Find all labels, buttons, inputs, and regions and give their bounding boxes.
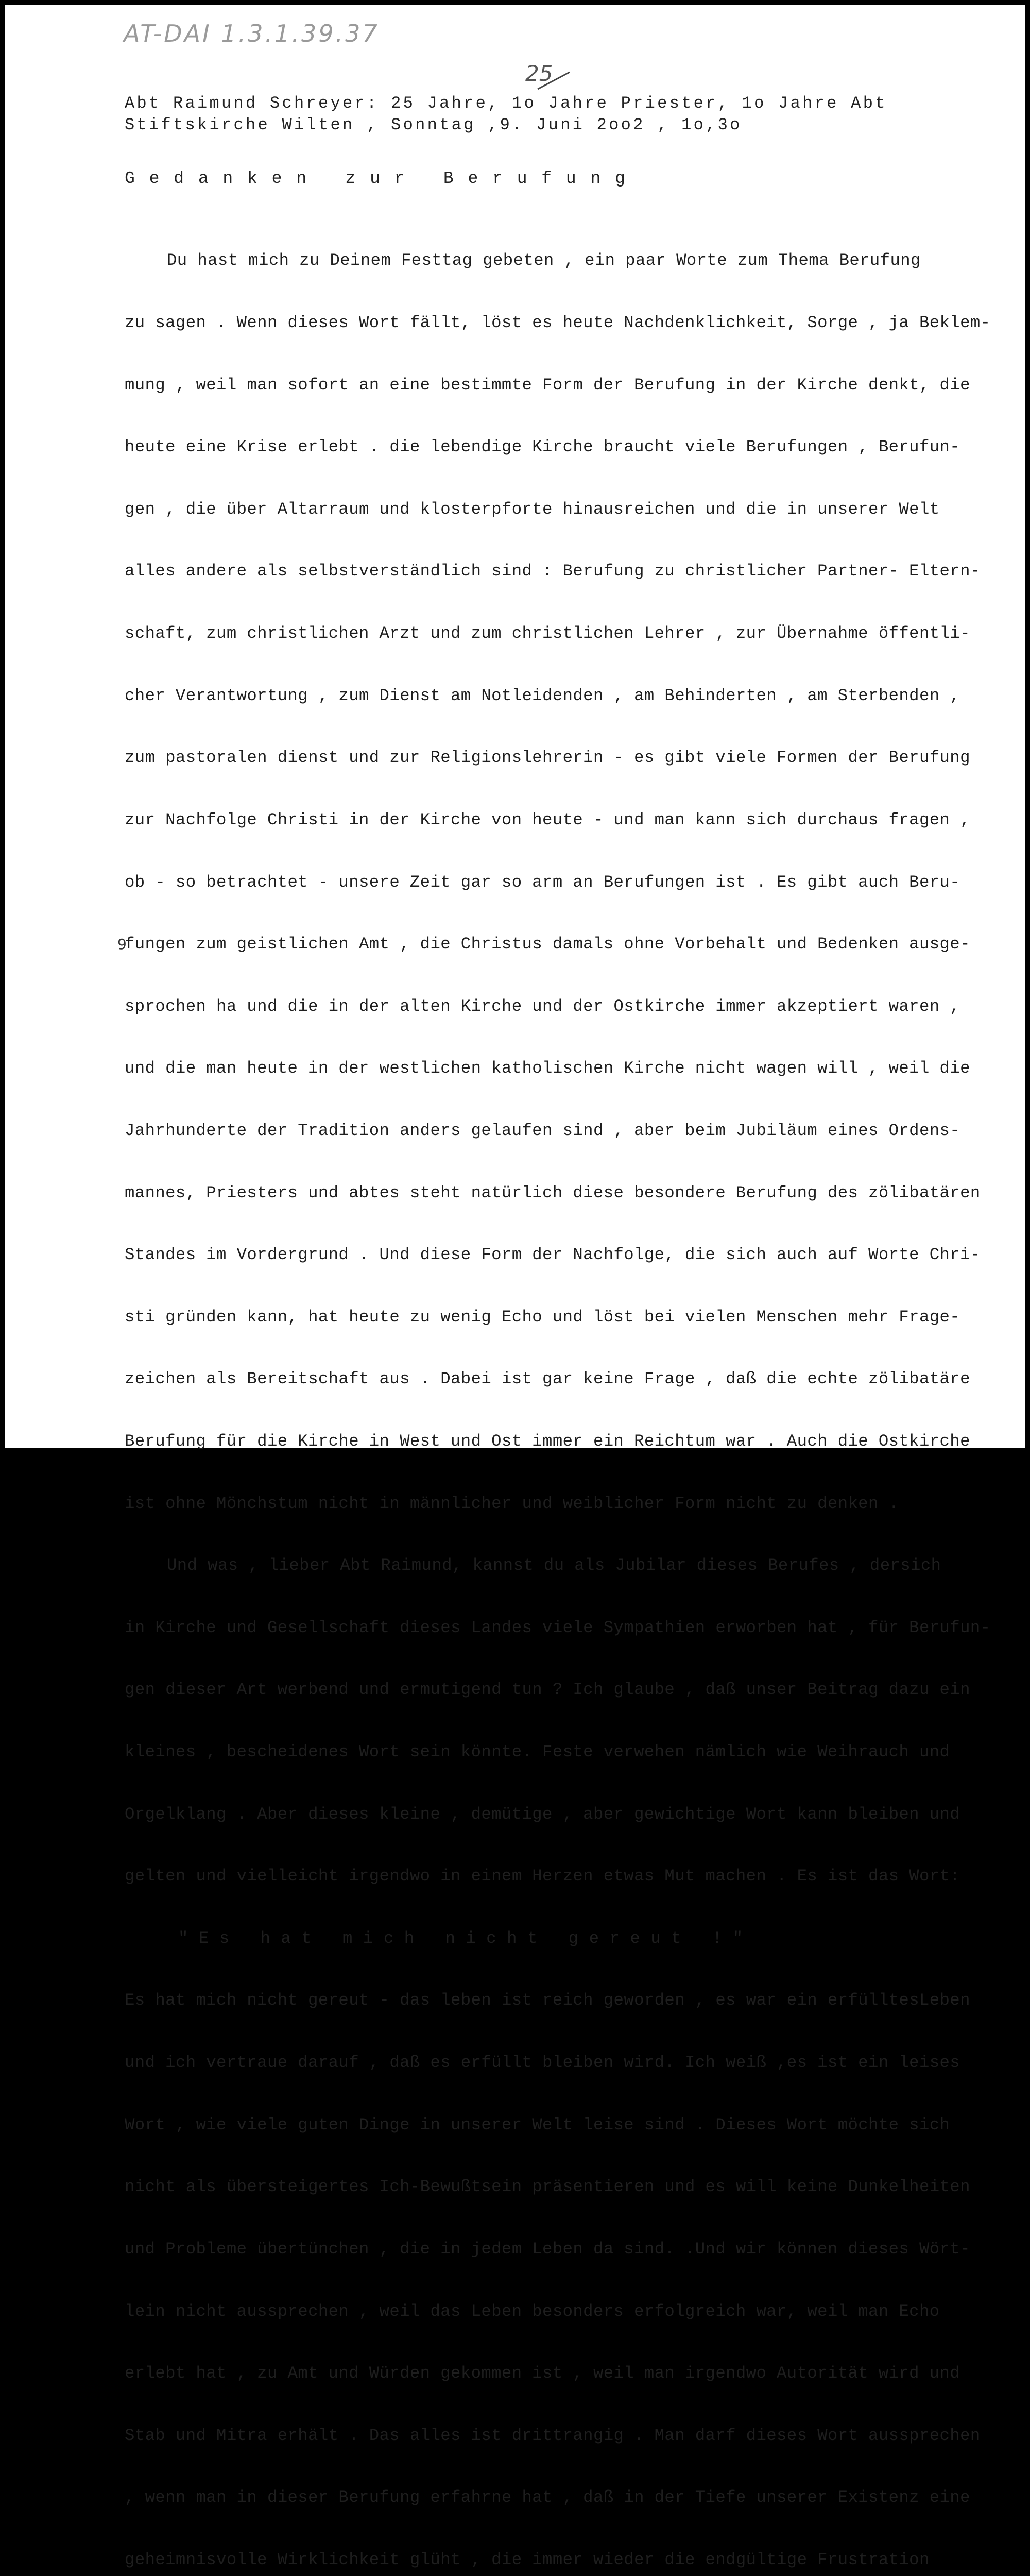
- text-line: Orgelklang . Aber dieses kleine , demütige , aber gewichtige Wort kann bleiben und: [125, 1804, 960, 1824]
- text-line: Und was , lieber Abt Raimund, kannst du als Jubilar dieses Berufes , dersich: [167, 1556, 941, 1575]
- text-line: heute eine Krise erlebt . die lebendige Kirche braucht viele Berufungen , Berufun-: [125, 437, 960, 457]
- text-line: alles andere als selbstverständlich sind : Berufung zu christlicher Partner- Eltern-: [125, 562, 981, 581]
- text-line: Jahrhunderte der Tradition anders gelaufen sind , aber beim Jubiläum eines Ordens-: [125, 1121, 960, 1140]
- text-line: schaft, zum christlichen Arzt und zum christlichen Lehrer , zur Übernahme öffentli-: [125, 624, 970, 643]
- text-line: fungen zum geistlichen Amt , die Christus damals ohne Vorbehalt und Bedenken ausge-: [125, 935, 970, 954]
- text-line: zum pastoralen dienst und zur Religionslehrerin - es gibt viele Formen der Berufung: [125, 748, 970, 768]
- text-line: zur Nachfolge Christi in der Kirche von heute - und man kann sich durchaus fragen ,: [125, 810, 970, 829]
- text-line: gen dieser Art werbend und ermutigend tun ? Ich glaube , daß unser Beitrag dazu ein: [125, 1680, 970, 1700]
- text-line: nicht als übersteigertes Ich-Bewußtsein präsentieren und es will keine Dunkelheiten: [125, 2177, 970, 2197]
- text-line: Du hast mich zu Deinem Festtag gebeten , ein paar Worte zum Thema Berufung: [167, 251, 921, 270]
- text-line: zeichen als Bereitschaft aus . Dabei ist gar keine Frage , daß die echte zölibatäre: [125, 1369, 970, 1389]
- text-line: Stab und Mitra erhält . Das alles ist drittrangig . Man darf dieses Wort aussprechen: [125, 2426, 981, 2445]
- text-line: mung , weil man sofort an eine bestimmte Form der Berufung in der Kirche denkt, die: [125, 375, 970, 395]
- text-line: mannes, Priesters und abtes steht natürlich diese besondere Berufung des zölibatären: [125, 1183, 981, 1202]
- text-line: und die man heute in der westlichen katholischen Kirche nicht wagen will , weil die: [125, 1059, 970, 1078]
- text-line: sti gründen kann, hat heute zu wenig Echo und löst bei vielen Menschen mehr Frage-: [125, 1307, 960, 1327]
- document-body: [125, 209, 1021, 2576]
- document-title: G e d a n k e n z u r B e r u f u n g: [125, 169, 627, 188]
- text-line: kleines , bescheidenes Wort sein könnte. Feste verwehen nämlich wie Weihrauch und: [125, 1742, 950, 1762]
- text-line: Berufung für die Kirche in West und Ost immer ein Reichtum war . Auch die Ostkirche: [125, 1431, 970, 1451]
- text-line: cher Verantwortung , zum Dienst am Notleidenden , am Behinderten , am Sterbenden ,: [125, 686, 960, 705]
- text-line: ist ohne Mönchstum nicht in männlicher und weiblicher Form nicht zu denken .: [125, 1494, 899, 1513]
- header-line-1: Abt Raimund Schreyer: 25 Jahre, 1o Jahre Priester, 1o Jahre Abt: [125, 94, 887, 113]
- text-line: ob - so betrachtet - unsere Zeit gar so arm an Berufungen ist . Es gibt auch Beru-: [125, 872, 960, 892]
- text-line: zu sagen . Wenn dieses Wort fällt, löst es heute Nachdenklichkeit, Sorge , ja Beklem-: [125, 313, 991, 333]
- text-line: und Probleme übertünchen , die in jedem Leben da sind. .Und wir können dieses Wört-: [125, 2239, 970, 2259]
- text-line: in Kirche und Gesellschaft dieses Landes viele Sympathien erworben hat , für Berufun-: [125, 1618, 991, 1637]
- text-line: , wenn man in dieser Berufung erfahrne hat , daß in der Tiefe unserer Existenz eine: [125, 2488, 970, 2507]
- document-page: [5, 5, 1025, 2569]
- quote-line: "Es hat mich nicht gereut !": [178, 1928, 753, 1948]
- text-line: Es hat mich nicht gereut - das leben ist reich geworden , es war ein erfülltesLeben: [125, 1991, 970, 2010]
- handwritten-correction: 25: [525, 61, 553, 86]
- text-line: Standes im Vordergrund . Und diese Form der Nachfolge, die sich auch auf Worte Chri-: [125, 1245, 981, 1265]
- margin-mark: 9: [117, 936, 127, 953]
- text-line: und ich vertraue darauf , daß es erfüllt bleiben wird. Ich weiß ,es ist ein leises: [125, 2053, 960, 2073]
- text-line: geheimnisvolle Wirklichkeit glüht , die immer wieder die endgültige Frustration: [125, 2550, 930, 2569]
- text-line: lein nicht aussprechen , weil das Leben besonders erfolgreich war, weil man Echo: [125, 2301, 940, 2321]
- text-line: gen , die über Altarraum und klosterpforte hinausreichen und die in unserer Welt: [125, 499, 940, 519]
- text-line: Wort , wie viele guten Dinge in unserer Welt leise sind . Dieses Wort möchte sich: [125, 2115, 950, 2134]
- text-line: erlebt hat , zu Amt und Würden gekommen ist , weil man irgendwo Autorität wird und: [125, 2364, 960, 2383]
- text-line: gelten und vielleicht irgendwo in einem Herzen etwas Mut machen . Es ist das Wort:: [125, 1867, 960, 1886]
- text-line: sprochen ha und die in der alten Kirche und der Ostkirche immer akzeptiert waren ,: [125, 996, 960, 1016]
- header-line-2: Stiftskirche Wilten , Sonntag ,9. Juni 2oo2 , 1o,3o: [125, 115, 742, 134]
- archive-number: AT-DAI 1.3.1.39.37: [124, 20, 380, 47]
